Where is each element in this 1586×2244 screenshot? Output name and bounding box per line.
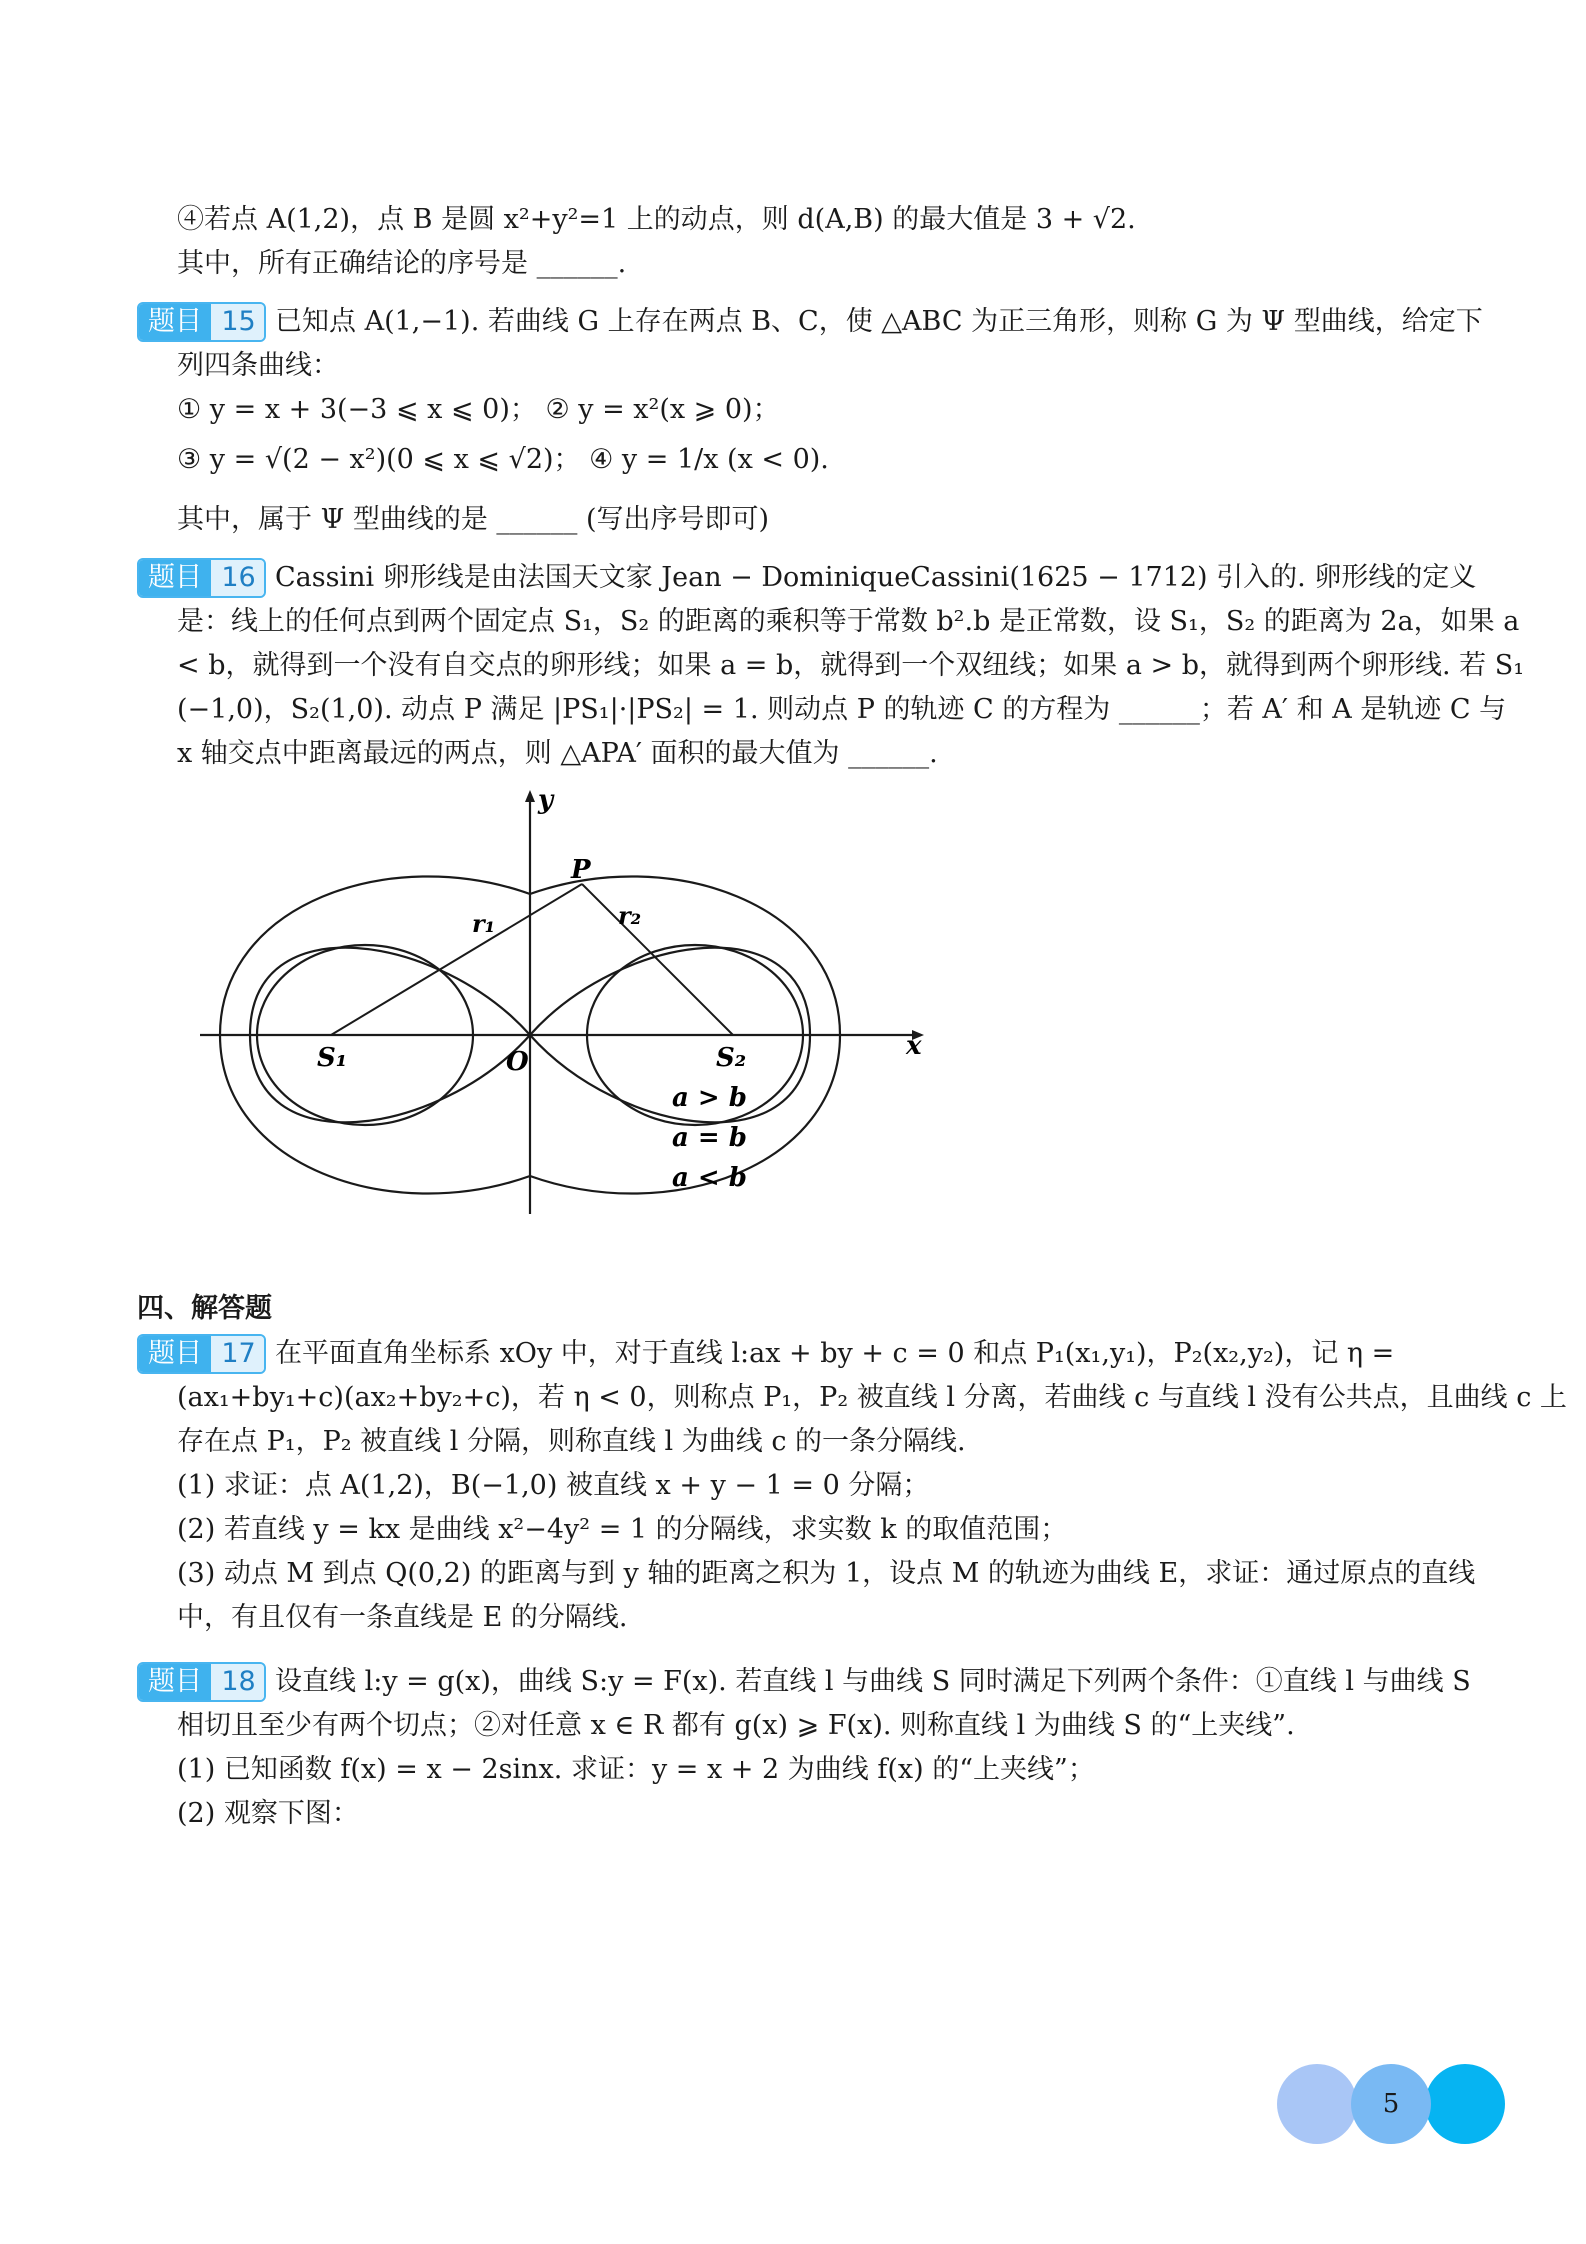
problem-17-line: (2) 若直线 y = kx 是曲线 x²−4y² = 1 的分隔线，求实数 k 的取值范围；	[177, 1514, 1068, 1545]
problem-17-line: (1) 求证：点 A(1,2)，B(−1,0) 被直线 x + y − 1 = 0 分隔；	[177, 1470, 930, 1501]
problem-17-line: (3) 动点 M 到点 Q(0,2) 的距离与到 y 轴的距离之积为 1，设点 M 的轨迹为曲线 E，求证：通过原点的直线	[177, 1558, 1476, 1589]
problem-badge-18	[137, 1662, 266, 1702]
problem-badge-label: 题目	[139, 1664, 211, 1700]
problem-18-line: (1) 已知函数 f(x) = x − 2sinx. 求证：y = x + 2 为曲线 f(x) 的“上夹线”；	[177, 1754, 1095, 1785]
problem-badge-number: 15	[211, 304, 266, 340]
s1-label: S₁	[317, 1043, 348, 1073]
case-a-greater-b-label: a > b	[672, 1083, 747, 1113]
case-a-less-b-label: a < b	[672, 1163, 747, 1193]
problem-badge-label: 题目	[139, 560, 211, 596]
problem-15-line: 其中，属于 Ψ 型曲线的是 ______ (写出序号即可)	[177, 504, 770, 535]
r1-segment	[331, 884, 582, 1035]
problem-15-line: ① y = x + 3(−3 ⩽ x ⩽ 0)； ② y = x²(x ⩾ 0)；	[177, 394, 780, 425]
problem-badge-number: 18	[211, 1664, 266, 1700]
problem-16-line: 是：线上的任何点到两个固定点 S₁，S₂ 的距离的乘积等于常数 b².b 是正常数，设 S₁，S₂ 的距离为 2a，如果 a	[177, 606, 1520, 637]
cassini-oval-figure	[190, 784, 940, 1224]
problem-badge-15	[137, 302, 266, 342]
page-number-badge	[1277, 2064, 1507, 2144]
answer-prompt: 其中，所有正确结论的序号是 ______.	[177, 248, 627, 279]
problem-17-line: (ax₁+by₁+c)(ax₂+by₂+c)，若 η < 0，则称点 P₁，P₂ 被直线 l 分离，若曲线 c 与直线 l 没有公共点，且曲线 c 上	[177, 1382, 1567, 1413]
point-p-label: P	[571, 855, 591, 885]
y-axis-label: y	[538, 785, 554, 815]
problem-17-line: 中，有且仅有一条直线是 E 的分隔线.	[177, 1602, 628, 1633]
section-heading: 四、解答题	[137, 1293, 272, 1324]
origin-label: O	[506, 1047, 529, 1077]
r2-label: r₂	[618, 901, 642, 930]
problem-badge-17	[137, 1334, 266, 1374]
problem-15-line: 已知点 A(1,−1). 若曲线 G 上存在两点 B、C，使 △ABC 为正三角形，则称 G 为 Ψ 型曲线，给定下	[275, 306, 1483, 337]
problem-badge-label: 题目	[139, 1336, 211, 1372]
problem-16-line: Cassini 卵形线是由法国天文家 Jean − DominiqueCassini(1625 − 1712) 引入的. 卵形线的定义	[275, 562, 1477, 593]
problem-badge-number: 17	[211, 1336, 266, 1372]
problem-15-line: 列四条曲线：	[177, 350, 339, 381]
problem-18-line: 相切且至少有两个切点；②对任意 x ∈ R 都有 g(x) ⩾ F(x). 则称直线 l 为曲线 S 的“上夹线”.	[177, 1710, 1295, 1741]
problem-16-line: < b，就得到一个没有自交点的卵形线；如果 a = b，就得到一个双纽线；如果 a > b，就得到两个卵形线. 若 S₁	[177, 650, 1525, 681]
problem-17-line: 在平面直角坐标系 xOy 中，对于直线 l:ax + by + c = 0 和点 P₁(x₁,y₁)，P₂(x₂,y₂)，记 η =	[275, 1338, 1395, 1369]
problem-badge-label: 题目	[139, 304, 211, 340]
problem-16-line: (−1,0)，S₂(1,0). 动点 P 满足 |PS₁|·|PS₂| = 1. 则动点 P 的轨迹 C 的方程为 ______；若 A′ 和 A 是轨迹 C 与	[177, 694, 1507, 725]
r1-label: r₁	[472, 909, 496, 938]
page-circle-right	[1425, 2064, 1505, 2144]
problem-18-line: 设直线 l:y = g(x)，曲线 S:y = F(x). 若直线 l 与曲线 S 同时满足下列两个条件：①直线 l 与曲线 S	[275, 1666, 1471, 1697]
x-axis-label: x	[906, 1031, 922, 1061]
page-circle-left	[1277, 2064, 1357, 2144]
page-number: 5	[1382, 2089, 1400, 2119]
y-axis-arrow	[525, 790, 535, 802]
problem-18-line: (2) 观察下图：	[177, 1798, 359, 1829]
problem-16-line: x 轴交点中距离最远的两点，则 △APA′ 面积的最大值为 ______.	[177, 738, 938, 769]
r2-segment	[582, 884, 733, 1035]
case-a-equals-b-label: a = b	[672, 1123, 747, 1153]
problem-badge-number: 16	[211, 560, 266, 596]
s2-label: S₂	[716, 1043, 747, 1073]
problem-badge-16	[137, 558, 266, 598]
problem-17-line: 存在点 P₁，P₂ 被直线 l 分隔，则称直线 l 为曲线 c 的一条分隔线.	[177, 1426, 966, 1457]
problem-15-line: ③ y = √(2 − x²)(0 ⩽ x ⩽ √2)； ④ y = 1/x (x < 0).	[177, 444, 829, 475]
statement-4: ④若点 A(1,2)，点 B 是圆 x²+y²=1 上的动点，则 d(A,B) 的最大值是 3 + √2.	[177, 204, 1136, 235]
